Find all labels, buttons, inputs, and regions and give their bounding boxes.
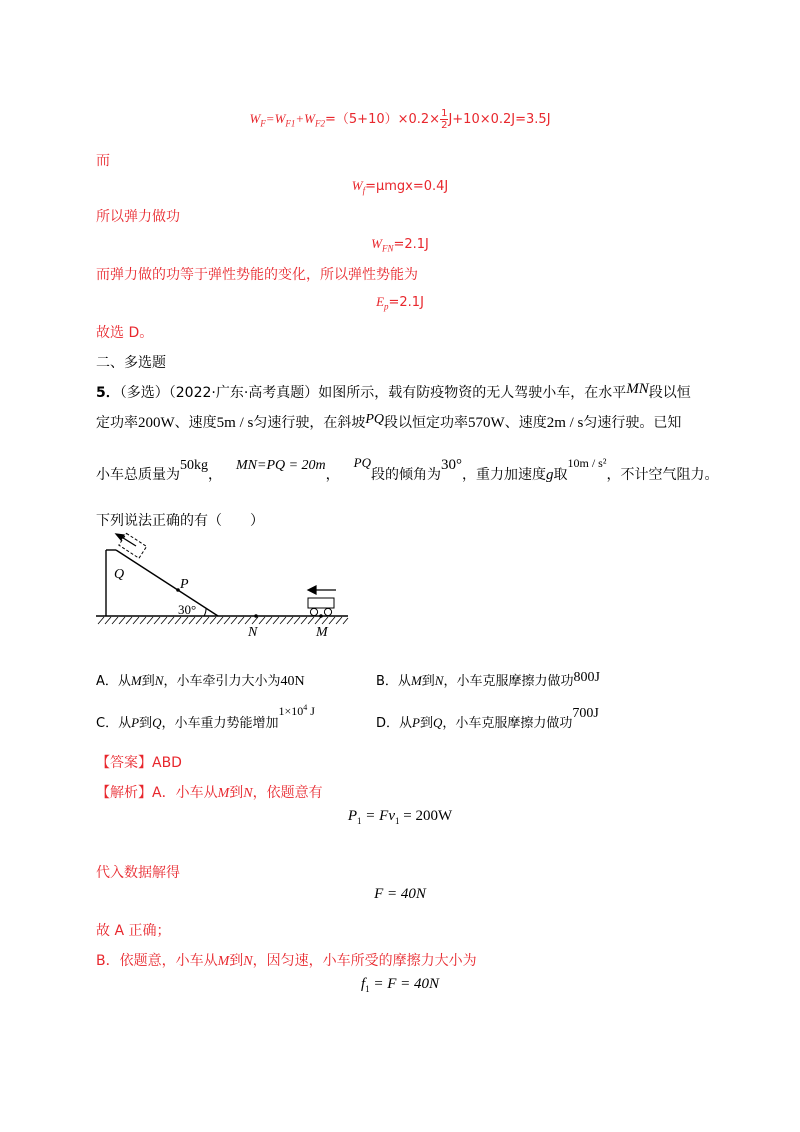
option-a-t1: 从 [117,674,131,689]
w-f2-symbol: +W [295,111,316,126]
elastic-potential-text: 而弹力做的功等于弹性势能的变化，所以弹性势能为 [96,267,418,283]
question-number: 5． [96,385,120,401]
ground-hatching [98,617,348,624]
option-c-t2: 到 [139,716,153,731]
option-c-value-unit: J [307,704,315,718]
option-c-t3: ，小车重力势能增加 [161,716,279,731]
option-d-q: Q [433,715,443,730]
option-d-t2: 到 [419,716,433,731]
analysis-to: 到 [229,785,244,801]
b-analysis-n: N [243,954,253,969]
ground-arrow [308,586,336,594]
label-angle: 30° [178,602,197,617]
comma-2: ， [325,467,340,483]
option-b-letter: B． [376,674,398,689]
wfn-subscript: FN [381,243,394,254]
option-b-value: 800J [573,670,600,685]
point-n [254,614,258,618]
b-analysis-a: B．依题意，小车从 [96,953,218,969]
ground-cart [308,598,334,616]
option-c-value-base: 1×10 [278,704,304,718]
label-n: N [248,625,258,640]
wfn-symbol: W [371,236,382,251]
elastic-work-rhs: =2.1J [393,237,429,252]
option-d[interactable] [376,706,599,732]
f2-subscript: F2 [315,118,326,129]
speed-1: 5m / s [216,415,254,431]
pq-label-2: PQ [353,455,372,470]
label-p: P [180,577,189,592]
question-line-4: 下列说法正确的有（ ） [96,513,264,529]
option-d-value: 700J [572,706,599,721]
fraction-denominator: 2 [441,120,448,131]
q-l2-d: 段以恒定功率 [384,415,469,431]
power-equation [0,808,800,826]
angle-value: 30° [441,457,463,473]
option-b-analysis [96,950,477,970]
option-b-m: M [410,673,422,688]
answer-label: 【答案】ABD [96,755,182,771]
fraction-numerator: 1 [441,108,448,119]
option-c-letter: C． [96,716,119,731]
option-c-t1: 从 [118,716,132,731]
option-b-t1: 从 [397,674,411,689]
option-b-t3: ，小车克服摩擦力做功 [443,674,574,689]
friction-rhs: = F = 40N [369,976,440,992]
option-a-letter: A． [96,674,118,689]
label-m: M [316,625,328,640]
wf-subscript: f [362,185,366,196]
question-line-3 [96,455,719,484]
b-analysis-m: M [217,954,230,969]
velocity-sub: 1 [395,816,400,826]
label-q: Q [114,567,125,582]
option-d-letter: D． [376,716,400,731]
q-l3-c: ，重力加速度 [462,467,547,483]
q-l3-e: ，不计空气阻力。 [606,467,719,483]
ep-rhs: =2.1J [388,295,424,310]
option-a-t3: ，小车牵引力大小为 [163,674,281,689]
work-sum-rhs-b: J+10×0.2J=3.5J [448,112,551,127]
work-sum-rhs-a: =（5+10）×0.2× [325,112,441,127]
substitute-text: 代入数据解得 [96,865,180,881]
w-subscript: F [260,118,266,129]
g-symbol: g [546,467,554,483]
q-l2-b: 、速度 [174,415,217,431]
w-f1-symbol: =W [265,111,286,126]
option-c-p: P [131,715,140,730]
option-b-n: N [434,673,444,688]
question-intro: （多选）（2022·广东·高考真题）如图所示，载有防疫物资的无人驾驶小车，在水平 [119,385,627,401]
analysis-m: M [217,786,230,801]
angle-arc [204,608,206,616]
power-mid: = Fv [361,808,395,824]
length-value: MN=PQ = 20m [236,458,326,473]
ep-symbol: E [376,294,385,309]
g-value: 10m / s² [567,456,607,470]
option-c-value-exp: 4 [303,703,308,712]
power-rhs: = 200W [399,808,453,824]
power-1: 200W [138,415,175,431]
q-l3-b: 段的倾角为 [371,467,442,483]
analysis-tail: ，依题意有 [252,785,323,801]
elastic-work-equation [0,236,800,254]
er-text: 而 [96,153,110,169]
question-line-2 [96,412,681,432]
w-symbol: W [249,111,261,126]
option-d-t3: ，小车克服摩擦力做功 [442,716,573,731]
analysis-n: N [243,786,253,801]
incline-figure [96,532,356,644]
friction-sub: 1 [365,984,370,994]
option-b[interactable] [376,670,600,690]
power-2: 570W [468,415,505,431]
option-a[interactable] [96,670,305,690]
a-correct-text: 故 A 正确； [96,923,171,939]
point-m [319,614,323,618]
ep-subscript: p [384,301,389,312]
pq-label: PQ [365,412,385,427]
mass-value: 50kg [180,458,208,473]
q-l3-a: 小车总质量为 [96,467,180,483]
choose-d-text: 故选 D。 [96,325,154,341]
f1-subscript: F1 [285,118,296,129]
analysis-line [96,782,323,802]
option-b-t2: 到 [421,674,435,689]
b-analysis-to: 到 [229,953,244,969]
option-d-t1: 从 [399,716,413,731]
suoyi-text: 所以弹力做功 [96,209,180,225]
friction-symbol: f [360,976,366,992]
option-a-value: 40N [280,674,305,689]
speed-2: 2m / s [546,415,584,431]
work-sum-equation [0,108,800,131]
section-title: 二、多选题 [96,355,166,371]
q-l2-a: 定功率 [96,415,138,431]
q-l2-f: 匀速行驶。已知 [583,415,682,431]
mn-label: MN [626,381,649,397]
b-analysis-b: ，因匀速，小车所受的摩擦力大小为 [252,953,477,969]
question-line1-tail: 段以恒 [648,385,691,401]
analysis-label: 【解析】A．小车从 [96,785,218,801]
option-a-n: N [154,673,164,688]
q-l2-c: 匀速行驶，在斜坡 [253,415,366,431]
q-l2-e: 、速度 [504,415,547,431]
wf-symbol: W [351,178,363,193]
power-symbol: P [347,808,358,824]
option-a-m: M [130,673,142,688]
option-a-t2: 到 [141,674,155,689]
ep-equation [0,294,800,312]
q-l3-d: 取 [553,467,568,483]
question-line-1 [96,382,691,402]
friction-equation [0,976,800,994]
force-equation: F = 40N [374,886,426,902]
friction-work-equation [0,178,800,196]
power-sub: 1 [357,816,362,826]
friction-work-rhs: =μmgx=0.4J [365,179,449,194]
option-c-q: Q [152,715,162,730]
option-d-p: P [412,715,420,730]
incline-structure [106,550,218,616]
comma-1: ， [208,467,222,483]
